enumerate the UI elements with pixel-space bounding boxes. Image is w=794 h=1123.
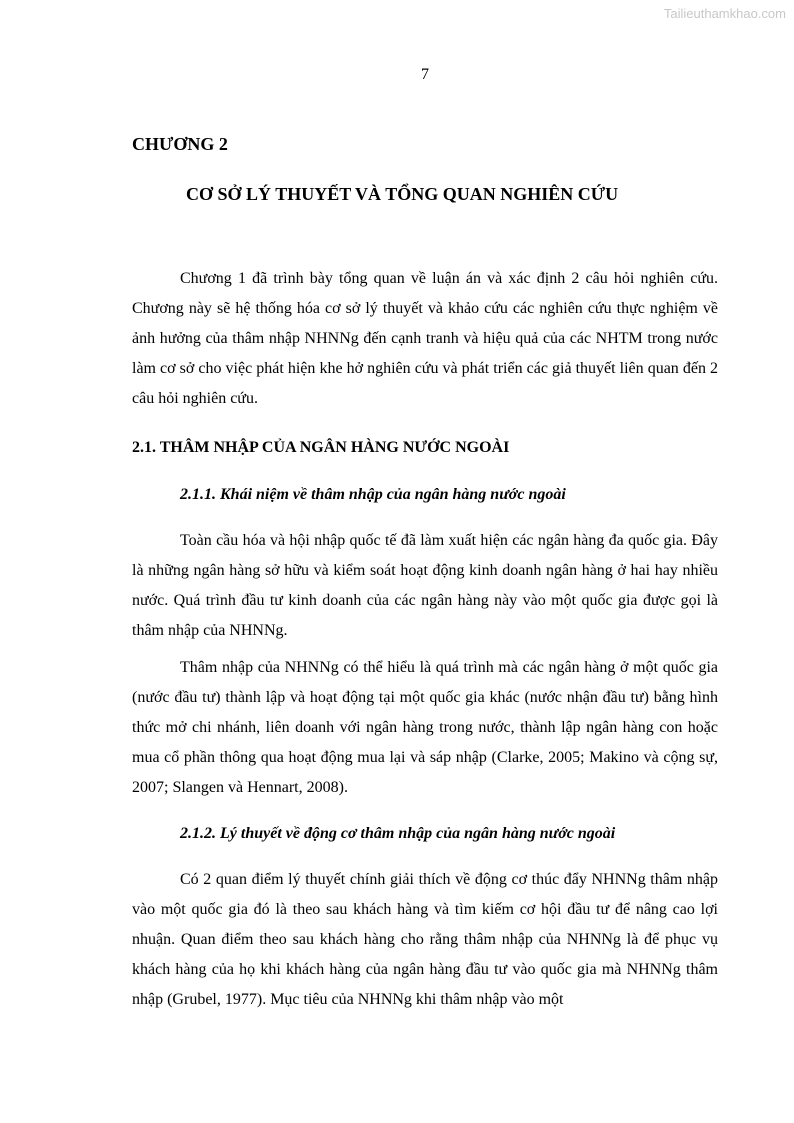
paragraph-2-1-1-b: Thâm nhập của NHNNg có thể hiểu là quá trình mà các ngân hàng ở một quốc gia (nước đầu tư) thành lập và hoạt động tại một quốc gia khác (nước nhận đầu tư) bằng hình thức mở chi nhánh, liên doanh với ngân hàng trong nước, thành lập ngân hàng con hoặc mua cổ phần thông qua hoạt động mua lại và sáp nhập (Clarke, 2005; Makino và cộng sự, 2007; Slangen và Hennart, 2008).	[132, 659, 718, 796]
chapter-label: CHƯƠNG 2	[132, 134, 228, 154]
watermark: Tailieuthamkhao.com	[663, 6, 786, 21]
chapter-title: CƠ SỞ LÝ THUYẾT VÀ TỔNG QUAN NGHIÊN CỨU	[186, 184, 619, 204]
page-number: 7	[421, 66, 429, 83]
section-heading-2-1: 2.1. THÂM NHẬP CỦA NGÂN HÀNG NƯỚC NGOÀI	[132, 439, 510, 456]
paragraph-2-1-1-a: Toàn cầu hóa và hội nhập quốc tế đã làm xuất hiện các ngân hàng đa quốc gia. Đây là những ngân hàng sở hữu và kiểm soát hoạt động kinh doanh ngân hàng ở hai hay nhiều nước. Quá trình đầu tư kinh doanh của các ngân hàng này vào một quốc gia được gọi là thâm nhập của NHNNg.	[132, 532, 718, 639]
subsection-heading-2-1-1: 2.1.1. Khái niệm về thâm nhập của ngân hàng nước ngoài	[180, 486, 566, 503]
paragraph-2-1-2-a: Có 2 quan điểm lý thuyết chính giải thích về động cơ thúc đẩy NHNNg thâm nhập vào một quốc gia đó là theo sau khách hàng và tìm kiếm cơ hội đầu tư để nâng cao lợi nhuận. Quan điểm theo sau khách hàng cho rằng thâm nhập của NHNNg là để phục vụ khách hàng của họ khi khách hàng của ngân hàng đầu tư vào quốc gia mà NHNNg thâm nhập (Grubel, 1977). Mục tiêu của NHNNg khi thâm nhập vào một	[132, 871, 718, 1008]
subsection-heading-2-1-2: 2.1.2. Lý thuyết về động cơ thâm nhập của ngân hàng nước ngoài	[180, 825, 616, 842]
intro-paragraph: Chương 1 đã trình bày tổng quan về luận án và xác định 2 câu hỏi nghiên cứu. Chương này sẽ hệ thống hóa cơ sở lý thuyết và khảo cứu các nghiên cứu thực nghiệm về ảnh hưởng của thâm nhập NHNNg đến cạnh tranh và hiệu quả của các NHTM trong nước làm cơ sở cho việc phát hiện khe hở nghiên cứu và phát triển các giả thuyết liên quan đến 2 câu hỏi nghiên cứu.	[132, 270, 718, 407]
